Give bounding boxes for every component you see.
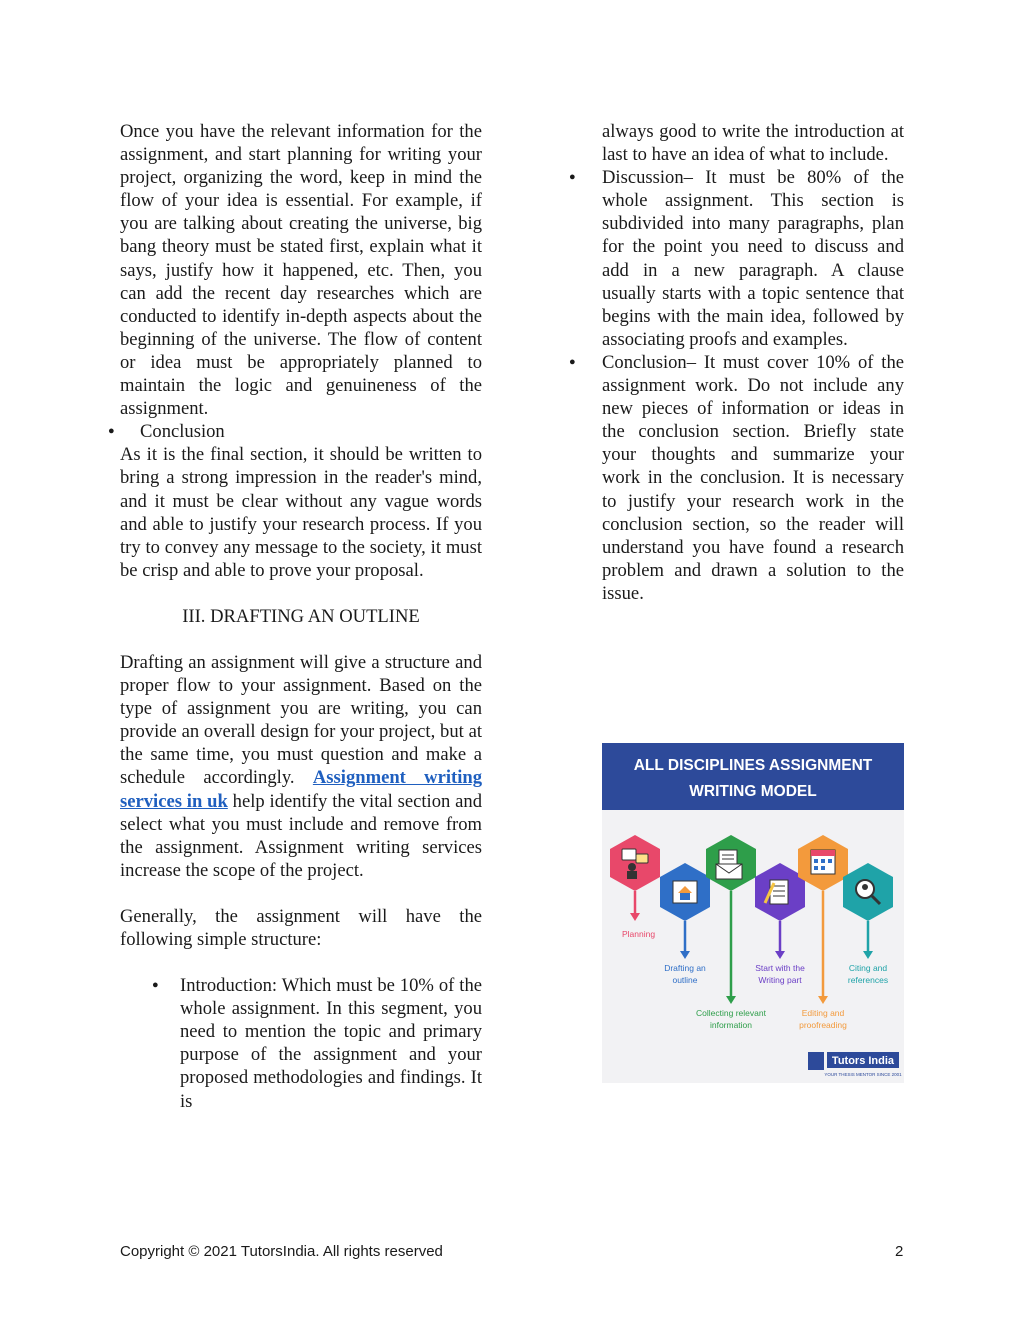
step-planning: [610, 835, 660, 939]
bullet-introduction: [120, 974, 482, 1113]
paragraph-introduction-continued: always good to write the introduction at last to have an idea of what to include.: [602, 121, 904, 166]
bullet-dot-icon: ●: [569, 355, 576, 368]
bullet-conclusion: [108, 420, 482, 443]
step-writing-label-2: Writing part: [758, 975, 802, 985]
infographic-svg: [602, 743, 904, 1083]
paragraph-drafting-text-after: help identify the vital section and select what you must include and remove from the assignment. Assignment writing services increase the scope of the project.: [120, 790, 482, 881]
tutors-india-logo: [808, 1052, 902, 1077]
step-collecting-information: [696, 835, 767, 1030]
paragraph-conclusion: As it is the final section, it should be written to bring a strong impression in the reader's mind, and it must be clear without any vague words and able to justify your research process. If you try to convey any message to the society, it must be crisp and able to prove your proposal.: [120, 444, 482, 581]
step-drafting-outline-label-1: Drafting an: [664, 963, 706, 973]
logo-emblem-icon: [808, 1052, 824, 1070]
bullet-dot-icon: ●: [152, 979, 159, 992]
step-citing-label-1: Citing and: [848, 963, 888, 973]
calendar-checklist-icon: [811, 850, 835, 874]
step-editing-label-2: proofreading: [799, 1020, 847, 1030]
step-editing-proofreading: [798, 835, 848, 1030]
step-drafting-outline-label-2: outline: [672, 975, 698, 985]
infographic-title-line1: ALL DISCIPLINES ASSIGNMENT: [633, 757, 873, 774]
right-column: [569, 120, 904, 605]
step-planning-label: Planning: [622, 929, 656, 939]
bullet-discussion: [569, 166, 904, 351]
bullet-conclusion-right-text: Conclusion– It must cover 10% of the assignment work. Do not include any new pieces of information or ideas in the conclusion section. Briefly state your thoughts and summarize your work in the conclusion. It is necessary to justify your research work in the conclusion section, so the reader will understand you have found a research problem and drawn a solution to the issue.: [602, 351, 904, 604]
step-editing-label-1: Editing and: [801, 1008, 845, 1018]
step-drafting-outline: [660, 863, 710, 985]
logo-tagline: YOUR THESIS MENTOR SINCE 2001: [824, 1072, 902, 1077]
paragraph-drafting: [120, 651, 482, 882]
paragraph-structure: Generally, the assignment will have the following simple structure:: [120, 905, 482, 950]
infographic-title-line2: WRITING MODEL: [689, 783, 817, 800]
bullet-dot-icon: ●: [569, 171, 576, 184]
house-frame-icon: [673, 881, 697, 903]
paragraph-drafting-text: Drafting an assignment will give a structure and proper flow to your assignment. Based on the type of assignment you are writing, you can provide an overall design for your project, but at the same time, you must question and make a schedule accordingly.: [120, 651, 482, 789]
step-writing-part: [755, 863, 805, 985]
footer-copyright: Copyright © 2021 TutorsIndia. All rights reserved: [120, 1243, 443, 1260]
section-heading: III. DRAFTING AN OUTLINE: [182, 605, 420, 627]
assignment-writing-model-infographic: [602, 743, 904, 1083]
bullet-conclusion-label: Conclusion: [140, 421, 225, 443]
step-writing-label-1: Start with the: [755, 963, 805, 973]
left-column: [108, 120, 482, 1113]
logo-text: Tutors India: [831, 1055, 895, 1067]
bullet-dot-icon: ●: [108, 425, 115, 438]
step-collecting-label-2: information: [709, 1020, 753, 1030]
bullet-discussion-text: Discussion– It must be 80% of the whole assignment. This section is subdivided into many paragraphs, plan for the point you need to discuss and add in a new paragraph. A clause usually starts with a topic sentence that begins with the main idea, followed by associating proofs and examples.: [602, 167, 904, 350]
step-collecting-label-1: Collecting relevant: [696, 1008, 766, 1018]
step-citing-references: [843, 863, 893, 985]
bullet-introduction-text: Introduction: Which must be 10% of the whole assignment. In this segment, you need to mention the topic and primary purpose of the assignment and your proposed methodologies and findings. It is: [180, 975, 482, 1112]
assignment-writing-services-link[interactable]: Assignment writing services in uk: [120, 767, 482, 812]
paragraph-organizing-ideas: Once you have the relevant information for the assignment, and start planning for writing your project, organizing the word, keep in mind the flow of your idea is essential. For example, if you are talking about creating the universe, big bang theory must be stated first, explain what it says, justify how it happened, etc. Then, you can add the recent day researches which are conducted to identify in-depth aspects about the beginning of the universe. The flow of content or idea must be appropriately planned to maintain the logic and genuineness of the assignment.: [120, 121, 482, 420]
bullet-conclusion-right: [569, 351, 904, 605]
step-citing-label-2: references: [847, 975, 889, 985]
footer-page-number: 2: [895, 1243, 904, 1260]
